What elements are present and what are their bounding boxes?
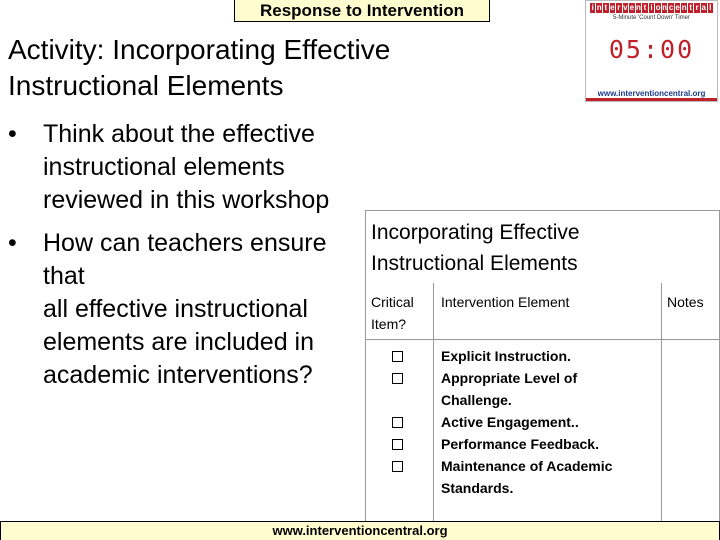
timer-brand-logo: i n t e r v e n t i o n c e n t r a l	[591, 3, 712, 12]
intervention-element: Explicit Instruction.	[441, 348, 571, 364]
bullet-item: • How can teachers ensure that all effective instructional elements are included in academic interventions?	[8, 229, 327, 389]
table-title: Incorporating Effective Instructional Elements	[371, 221, 580, 275]
intervention-element: Active Engagement..	[441, 414, 579, 430]
column-header-notes: Notes	[667, 294, 704, 310]
column-header-intervention: Intervention Element	[441, 294, 570, 310]
footer-banner	[0, 521, 720, 540]
column-header-critical: Critical Item?	[371, 294, 414, 332]
intervention-element: Performance Feedback.	[441, 436, 599, 452]
critical-checkbox[interactable]	[392, 461, 403, 472]
timer-url: www.interventioncentral.org	[597, 89, 706, 98]
countdown-timer	[585, 0, 718, 102]
bullet-list	[8, 118, 360, 392]
timer-subtitle: 5-Minute 'Count Down' Timer	[613, 15, 690, 21]
bullet-marker: •	[8, 229, 17, 257]
slide-title: Activity: Incorporating Effective Instructional Elements	[8, 34, 391, 101]
column-divider	[433, 283, 434, 528]
column-divider	[661, 283, 662, 528]
bullet-item: • Think about the effective instructional elements reviewed in this workshop	[8, 120, 330, 214]
critical-checkbox[interactable]	[392, 351, 403, 362]
timer-display: 05:00	[608, 35, 695, 64]
intervention-element: Maintenance of Academic Standards.	[441, 458, 613, 496]
intervention-element: Appropriate Level of Challenge.	[441, 370, 578, 408]
header-title: Response to Intervention	[259, 1, 465, 20]
timer-accent-bar	[586, 98, 717, 101]
checklist-table	[365, 210, 720, 540]
header-banner	[234, 0, 490, 22]
critical-checkbox[interactable]	[392, 439, 403, 450]
header-divider	[366, 339, 719, 340]
footer-url[interactable]: www.interventioncentral.org	[272, 523, 448, 538]
critical-checkbox[interactable]	[392, 417, 403, 428]
critical-checkbox[interactable]	[392, 373, 403, 384]
bullet-marker: •	[8, 120, 17, 148]
